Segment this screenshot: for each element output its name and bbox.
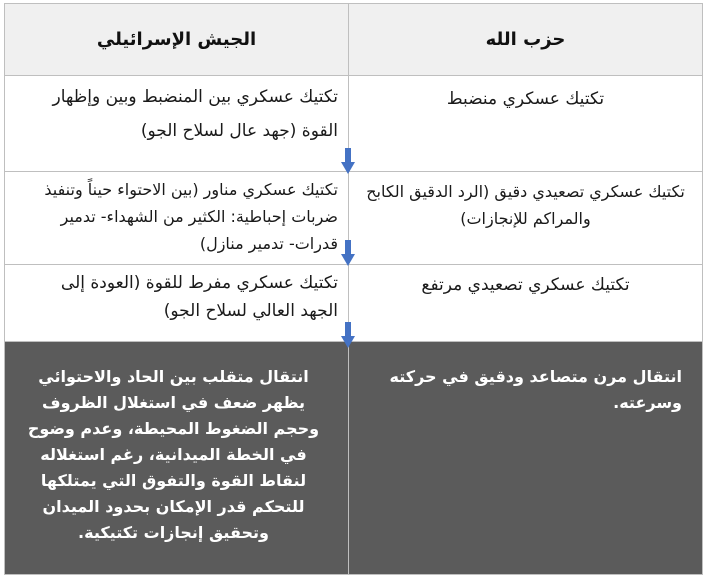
cell-text: تكتيك عسكري مناور (بين الاحتواء حيناً وتنفيذ ضربات إحباطية: الكثير من الشهداء- تدمير قدرات- تدمير منازل) [44,180,338,253]
cell-hezbollah [349,76,702,171]
table-header-row [5,4,702,76]
down-arrow-icon [341,148,355,174]
summary-text: انتقال مرن متصاعد ودقيق في حركته وسرعته. [389,367,682,412]
down-arrow-icon [341,240,355,266]
down-arrow-icon [341,322,355,348]
cell-text: تكتيك عسكري تصعيدي مرتفع [421,275,630,295]
header-israeli-army [5,4,349,75]
summary-israeli-army [5,342,349,574]
summary-text: انتقال متقلب بين الحاد والاحتوائي يظهر ضعف في استغلال الظروف وحجم الضغوط المحيطة، وعدم وضوح في الخطة الميدانية، رغم استغلاله لنقاط القوة والتفوق التي يمتلكها للتحكم قدر الإمكان بحدود الميدان وتحقيق إنجازات تكتيكية. [27,367,320,542]
cell-israeli-army [5,265,349,341]
summary-row [5,342,702,574]
cell-text: تكتيك عسكري بين المنضبط وبين وإظهار القوة (جهد عال لسلاح الجو) [52,87,338,141]
header-israeli-army-label: الجيش الإسرائيلي [96,29,257,50]
cell-hezbollah [349,172,702,264]
header-hezbollah [349,4,702,75]
summary-hezbollah [349,342,702,574]
cell-israeli-army [5,76,349,171]
header-hezbollah-label: حزب الله [485,29,566,50]
cell-hezbollah [349,265,702,341]
cell-text: تكتيك عسكري تصعيدي دقيق (الرد الدقيق الكابح والمراكم للإنجازات) [366,182,685,228]
cell-israeli-army [5,172,349,264]
comparison-table [4,3,703,575]
cell-text: تكتيك عسكري منضبط [446,89,605,109]
cell-text: تكتيك عسكري مفرط للقوة (العودة إلى الجهد العالي لسلاح الجو) [60,273,338,321]
